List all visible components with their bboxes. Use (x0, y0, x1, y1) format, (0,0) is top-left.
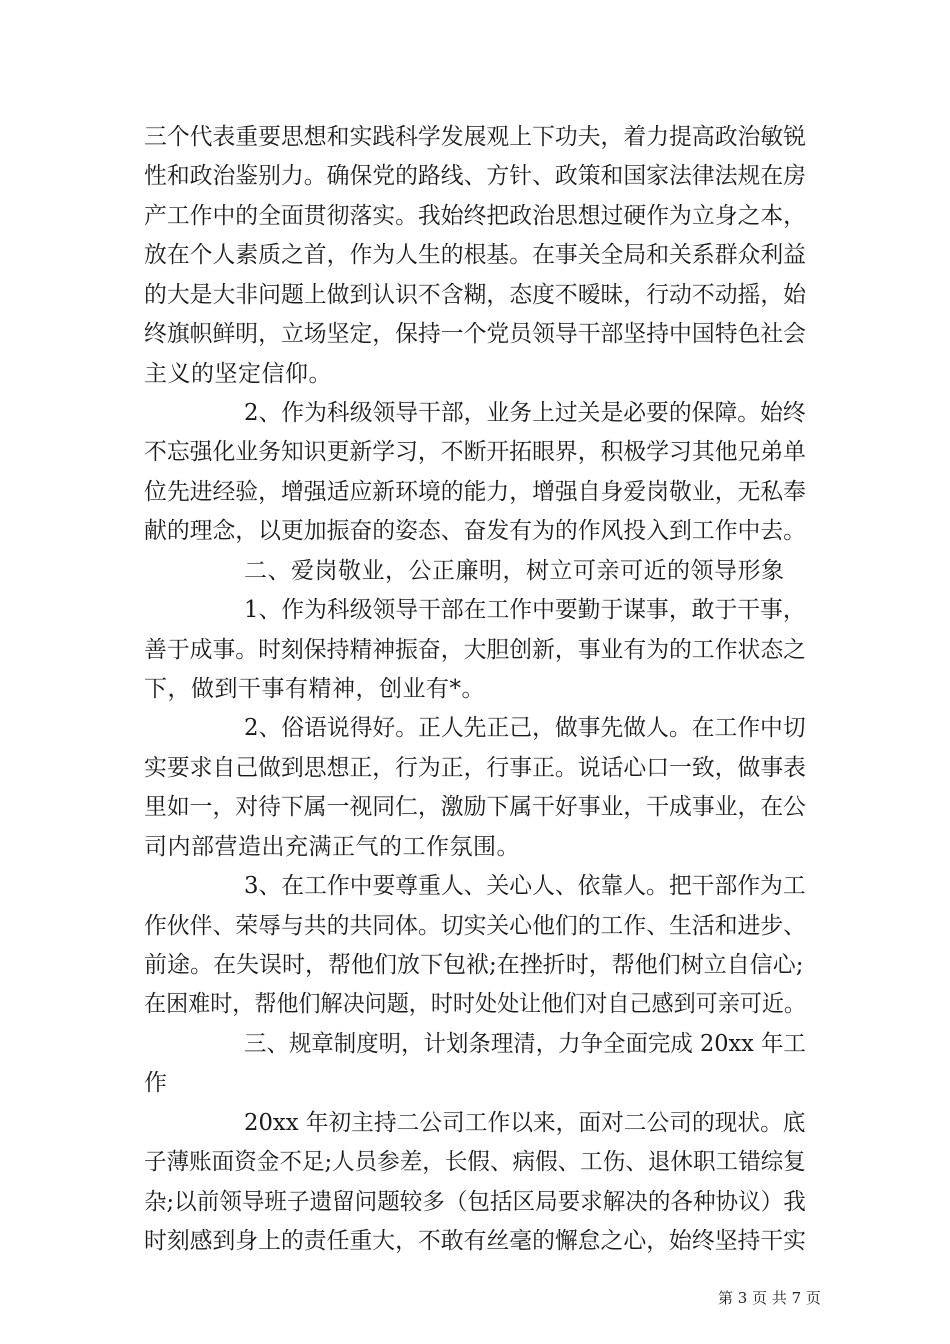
text-line: 实要求自己做到思想正，行为正，行事正。说话心口一致，做事表 (144, 755, 806, 781)
text-line: 20xx 年初主持二公司工作以来，面对二公司的现状。底 (244, 1110, 806, 1136)
text-line: 善于成事。时刻保持精神振奋，大胆创新，事业有为的工作状态之 (144, 637, 806, 663)
text-line: 放在个人素质之首，作为人生的根基。在事关全局和关系群众利益 (144, 242, 806, 268)
text-line: 子薄账面资金不足;人员参差，长假、病假、工伤、退休职工错综复 (144, 1149, 806, 1175)
text-line: 下，做到干事有精神，创业有*。 (144, 676, 485, 702)
section-heading: 三、规章制度明，计划条理清，力争全面完成 20xx 年工 (244, 1031, 806, 1057)
text-line: 献的理念，以更加振奋的姿态、奋发有为的作风投入到工作中去。 (144, 518, 806, 544)
text-line: 作伙伴、荣辱与共的共同体。切实关心他们的工作、生活和进步、 (144, 913, 806, 939)
text-line: 终旗帜鲜明，立场坚定，保持一个党员领导干部坚持中国特色社会 (144, 321, 806, 347)
text-line: 司内部营造出充满正气的工作氛围。 (144, 834, 520, 860)
text-line: 主义的坚定信仰。 (144, 361, 332, 387)
page-number-footer: 第 3 页 共 7 页 (718, 1289, 821, 1307)
text-line: 前途。在失误时，帮他们放下包袱;在挫折时，帮他们树立自信心; (144, 952, 804, 978)
text-line: 时刻感到身上的责任重大，不敢有丝毫的懈怠之心，始终坚持干实 (144, 1228, 806, 1254)
text-line: 位先进经验，增强适应新环境的能力，增强自身爱岗敬业，无私奉 (144, 479, 806, 505)
text-line: 杂;以前领导班子遗留问题较多（包括区局要求解决的各种协议）我 (144, 1189, 806, 1215)
text-line: 里如一，对待下属一视同仁，激励下属干好事业，干成事业，在公 (144, 794, 806, 820)
text-line: 3、在工作中要尊重人、关心人、依靠人。把干部作为工 (244, 873, 806, 899)
text-line: 在困难时，帮他们解决问题，时时处处让他们对自己感到可亲可近。 (144, 991, 806, 1017)
text-line: 产工作中的全面贯彻落实。我始终把政治思想过硬作为立身之本， (144, 203, 806, 229)
text-line: 2、俗语说得好。正人先正己，做事先做人。在工作中切 (244, 715, 806, 741)
text-line: 性和政治鉴别力。确保党的路线、方针、政策和国家法律法规在房 (144, 163, 806, 189)
text-line: 不忘强化业务知识更新学习，不断开拓眼界，积极学习其他兄弟单 (144, 439, 806, 465)
text-line: 1、作为科级领导干部在工作中要勤于谋事，敢于干事， (244, 597, 806, 623)
section-heading-continuation: 作 (144, 1070, 168, 1096)
text-line: 2、作为科级领导干部，业务上过关是必要的保障。始终 (244, 400, 806, 426)
text-line: 的大是大非问题上做到认识不含糊，态度不暧昧，行动不动摇，始 (144, 282, 806, 308)
text-line: 三个代表重要思想和实践科学发展观上下功夫，着力提高政治敏锐 (144, 124, 806, 150)
section-heading: 二、爱岗敬业，公正廉明，树立可亲可近的领导形象 (244, 558, 785, 584)
